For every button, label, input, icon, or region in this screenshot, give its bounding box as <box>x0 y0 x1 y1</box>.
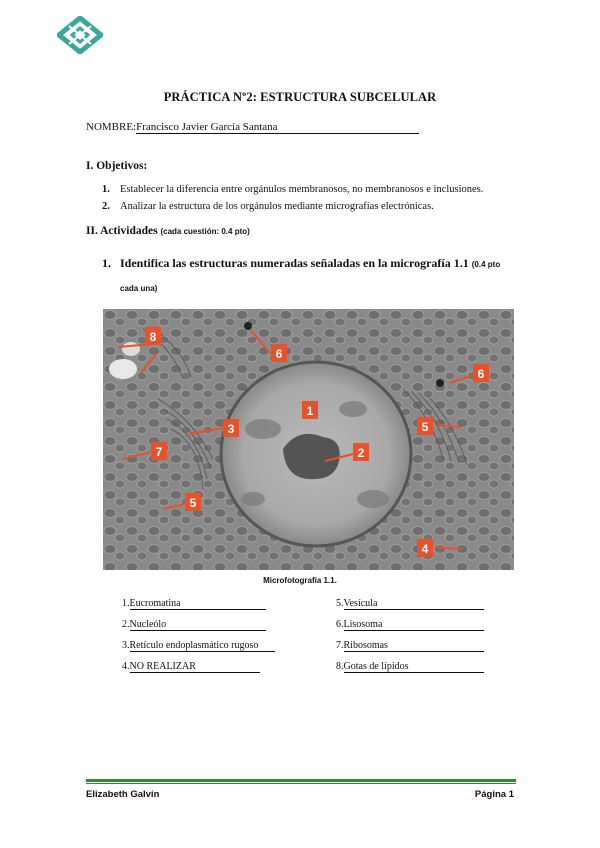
micrograph-label: 1 <box>306 404 314 418</box>
objective-number: 2. <box>102 201 110 212</box>
answer-number: 4. <box>122 661 130 672</box>
micrograph-label: 2 <box>357 446 365 460</box>
answer-number: 3. <box>122 640 130 651</box>
answer-number: 1. <box>122 598 130 609</box>
answer-value: Lisosoma <box>344 619 484 631</box>
objective-item <box>102 201 434 212</box>
question-points: (0.4 pto <box>471 260 501 269</box>
answer-value: Eucromatina <box>130 598 266 610</box>
objective-number: 1. <box>102 184 110 195</box>
answer-number: 6. <box>336 619 344 630</box>
logo-icon <box>57 16 103 54</box>
answer-1 <box>122 598 266 610</box>
answer-number: 8. <box>336 661 344 672</box>
actividades-title: II. Actividades <box>86 225 158 237</box>
micrograph-label: 7 <box>155 445 163 459</box>
actividades-note: (cada cuestión: 0.4 pto) <box>160 227 250 236</box>
answer-5 <box>336 598 484 610</box>
answer-value: Ribosomas <box>344 640 484 652</box>
objetivos-heading: I. Objetivos: <box>86 160 148 172</box>
objective-text: Establecer la diferencia entre orgánulos membranosos, no membranosos e inclusiones. <box>120 184 484 195</box>
micrograph-label: 5 <box>421 420 429 434</box>
answer-number: 7. <box>336 640 344 651</box>
answer-number: 2. <box>122 619 130 630</box>
micrograph-label: 6 <box>275 347 283 361</box>
question-points-cont: cada una) <box>120 284 158 293</box>
answer-value: Nucleólo <box>130 619 266 631</box>
micrograph-label: 3 <box>227 422 235 436</box>
answer-value: Vesícula <box>344 598 484 610</box>
name-label: NOMBRE: <box>86 121 137 133</box>
question-1 <box>102 252 522 300</box>
actividades-heading <box>86 225 250 237</box>
micrograph-label: 8 <box>149 330 157 344</box>
answer-value: NO REALIZAR <box>130 661 260 673</box>
footer-page-number: Página 1 <box>474 789 514 800</box>
answer-value: Retículo endoplasmático rugoso <box>130 640 275 652</box>
footer-divider-thin <box>86 783 516 784</box>
name-value: Francisco Javier García Santana <box>136 121 419 134</box>
footer-author: Elizabeth Galvín <box>86 789 160 800</box>
answer-8 <box>336 661 484 673</box>
answer-2 <box>122 619 266 631</box>
micrograph-label: 4 <box>421 542 429 556</box>
answer-7 <box>336 640 484 652</box>
question-text: Identifica las estructuras numeradas señaladas en la micrografía 1.1 <box>120 256 469 270</box>
answer-value: Gotas de lípidos <box>344 661 484 673</box>
objective-text: Analizar la estructura de los orgánulos mediante micrografías electrónicas. <box>120 201 434 212</box>
objective-item <box>102 184 483 195</box>
micrograph-caption: Microfotografía 1.1. <box>263 576 337 585</box>
answer-6 <box>336 619 484 631</box>
micrograph-svg <box>103 309 514 570</box>
name-line <box>86 121 419 134</box>
answer-number: 5. <box>336 598 344 609</box>
micrograph-label: 5 <box>189 496 197 510</box>
micrograph-image <box>103 309 514 570</box>
page-title: PRÁCTICA Nº2: ESTRUCTURA SUBCELULAR <box>163 90 437 104</box>
footer-divider <box>86 779 516 782</box>
answer-3 <box>122 640 275 652</box>
answer-4 <box>122 661 260 673</box>
micrograph-label: 6 <box>477 367 485 381</box>
question-number: 1. <box>102 256 111 270</box>
